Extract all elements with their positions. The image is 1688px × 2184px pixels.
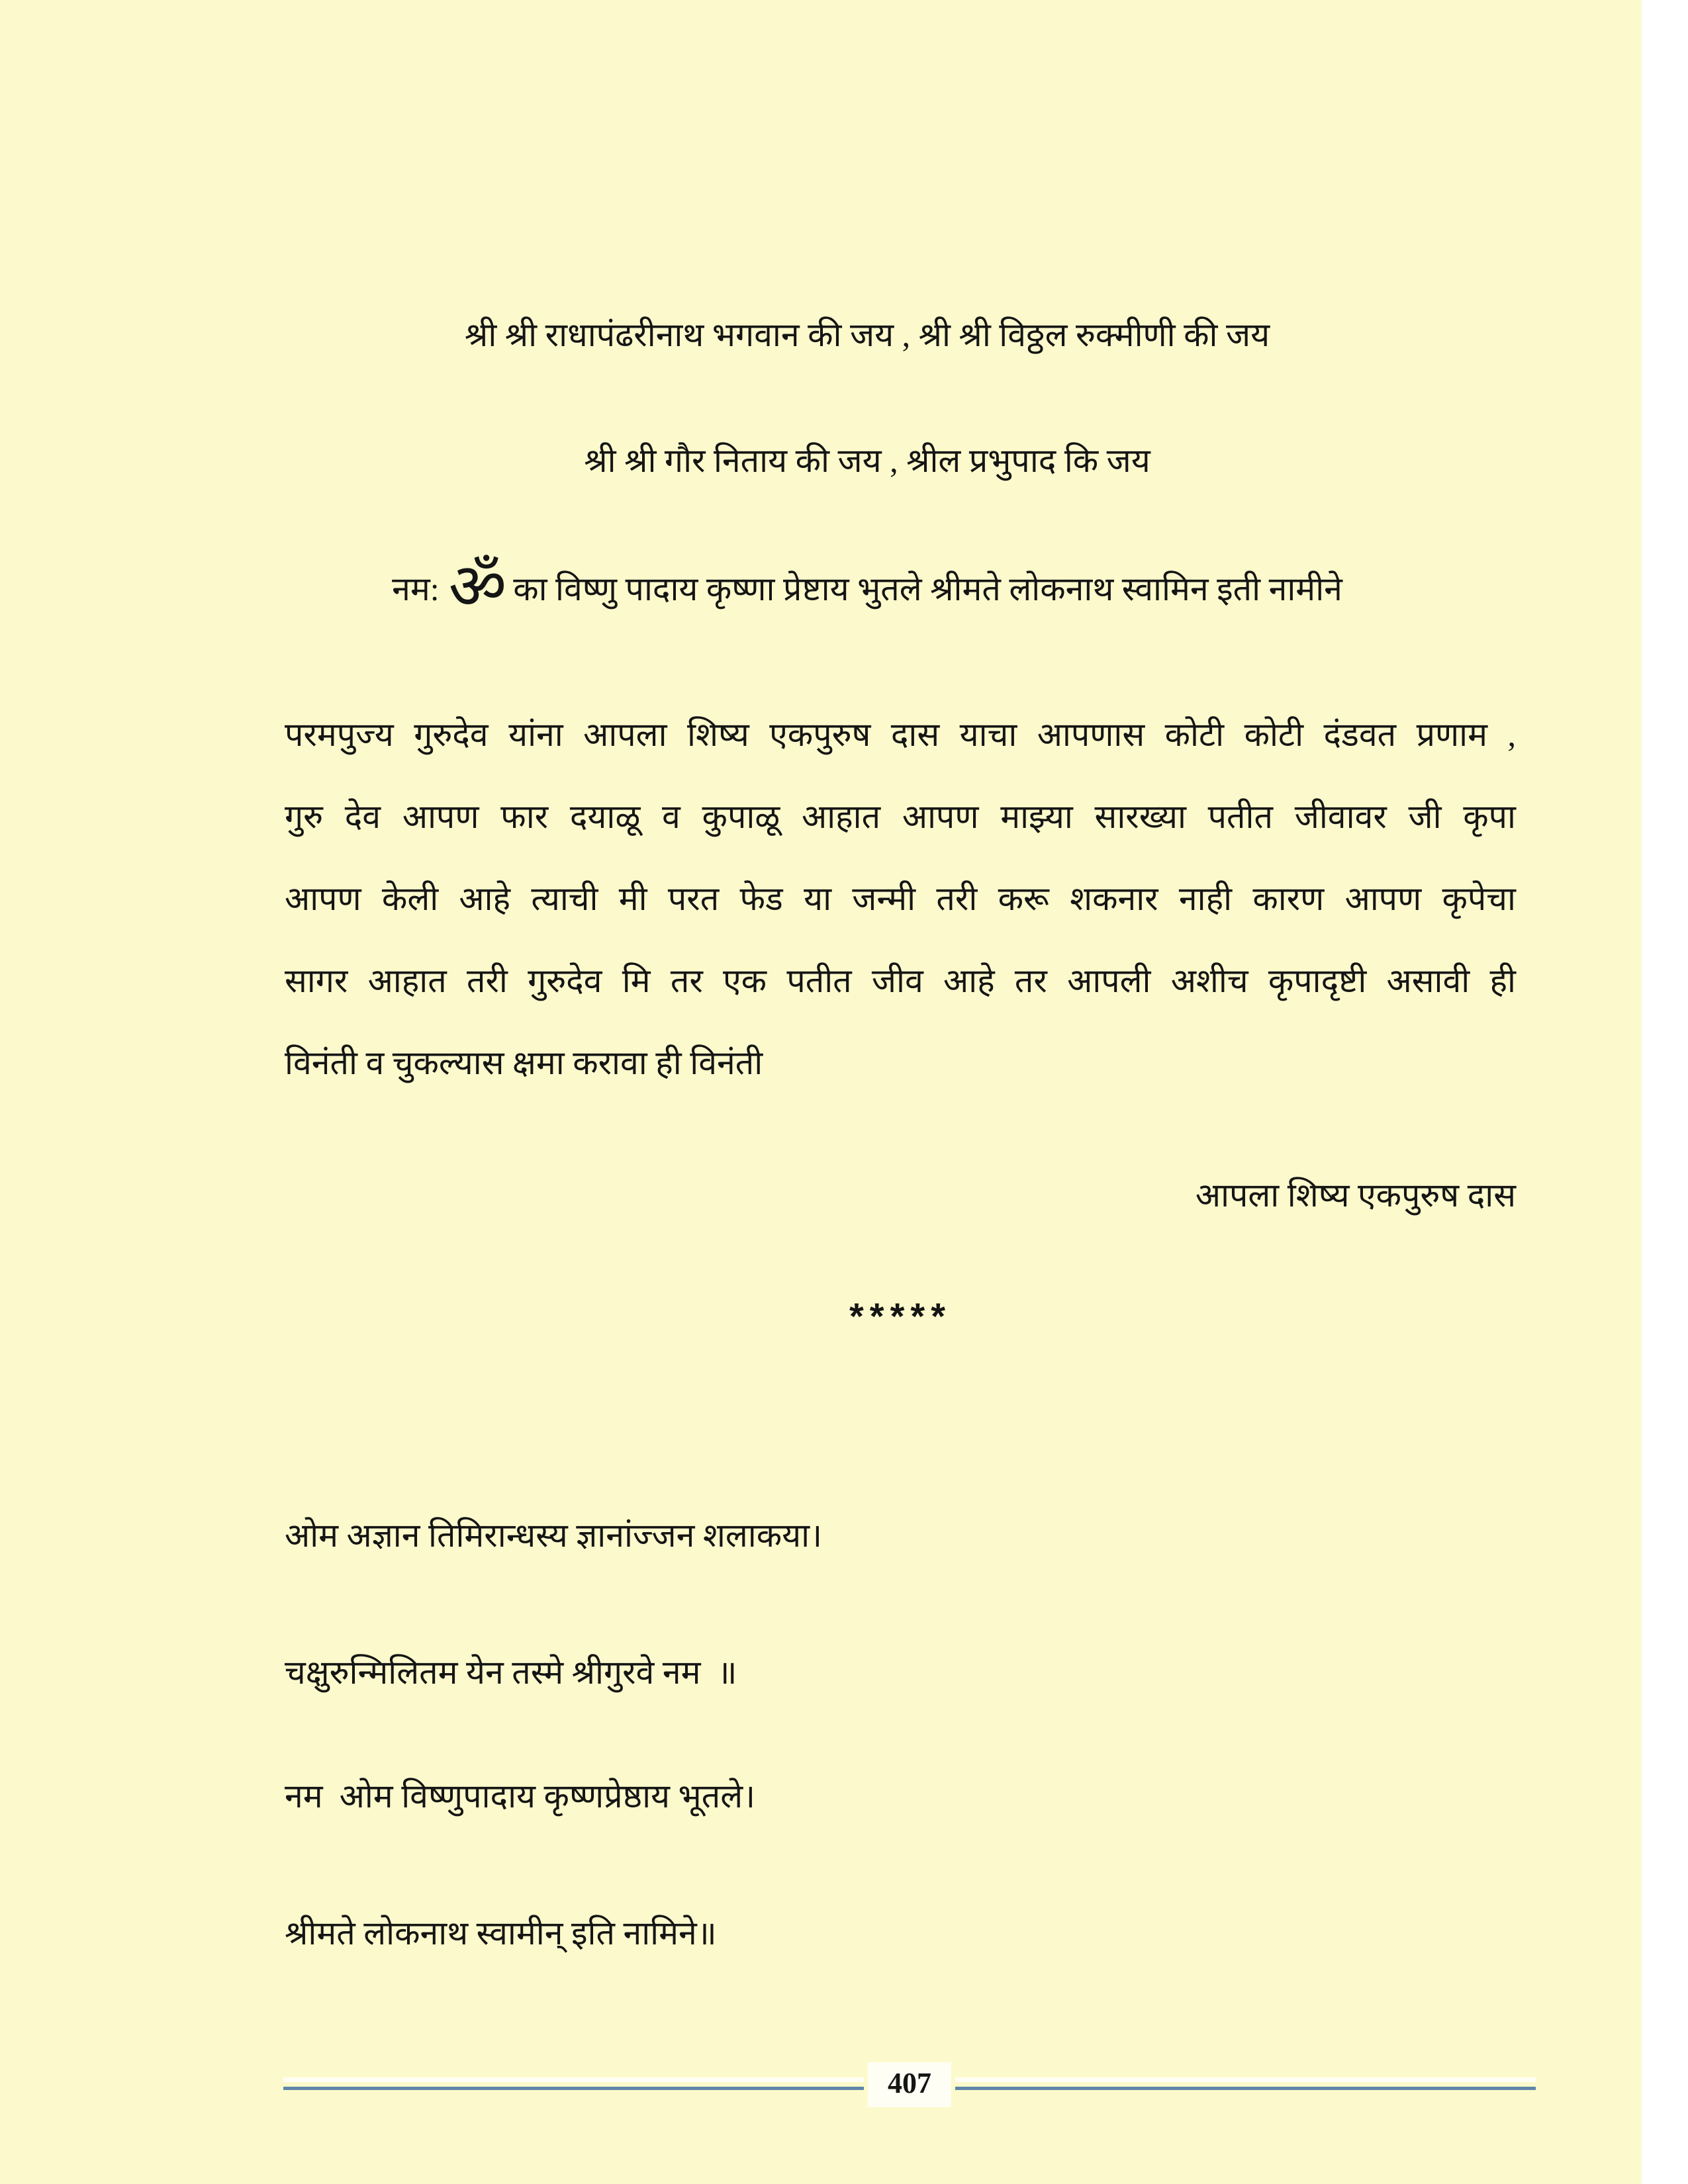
shloka-line-3: नम ओम विष्णुपादाय कृष्णप्रेष्ठाय भूतले। xyxy=(285,1778,756,1815)
footer-rule-left xyxy=(283,2077,864,2092)
letter-line-1: परमपुज्य गुरुदेव यांना आपला शिष्य एकपुरुष दास याचा आपणास कोटी कोटी दंडवत प्रणाम , xyxy=(285,716,1516,753)
shloka-line-2: चक्षुरुन्मिलितम येन तस्मे श्रीगुरवे नम ॥ xyxy=(285,1654,737,1691)
shloka-line-4: श्रीमते लोकनाथ स्वामीन् इति नामिने॥ xyxy=(285,1915,717,1952)
header-jai-line-1: श्री श्री राधापंढरीनाथ भगवान की जय , श्री श्री विठ्ठल रुक्मीणी की जय xyxy=(464,316,1270,353)
shloka-line-1: ओम अज्ञान तिमिरान्धस्य ज्ञानांज्जन शलाकया। xyxy=(285,1517,823,1554)
letter-line-4: सागर आहात तरी गुरुदेव मि तर एक पतीत जीव आहे तर आपली अशीच कृपादृष्टी असावी ही xyxy=(285,962,1516,999)
letter-line-3: आपण केली आहे त्याची मी परत फेड या जन्मी तरी करू शकनार नाही कारण आपण कृपेचा xyxy=(285,880,1516,917)
letter-line-5: विनंती व चुकल्यास क्षमा करावा ही विनंती xyxy=(285,1044,763,1081)
header-jai-line-2: श्री श्री गौर निताय की जय , श्रील प्रभुपाद कि जय xyxy=(584,442,1150,479)
mantra-suffix: का विष्णु पादाय कृष्णा प्रेष्टाय भुतले श्रीमते लोकनाथ स्वामिन इती नामीने xyxy=(513,570,1342,608)
signature-line: आपला शिष्य एकपुरुष दास xyxy=(1195,1177,1516,1214)
footer-rule-right xyxy=(955,2077,1536,2092)
mantra-prefix: नम: xyxy=(392,570,440,608)
star-divider: ***** xyxy=(849,1295,951,1337)
om-symbol: ॐ xyxy=(448,551,507,622)
letter-line-2: गुरु देव आपण फार दयाळू व कुपाळू आहात आपण माझ्या सारख्या पतीत जीवावर जी कृपा xyxy=(285,798,1516,835)
pranam-mantra-line xyxy=(252,551,1483,622)
page-number: 407 xyxy=(868,2062,951,2107)
page-footer xyxy=(283,2064,1536,2106)
